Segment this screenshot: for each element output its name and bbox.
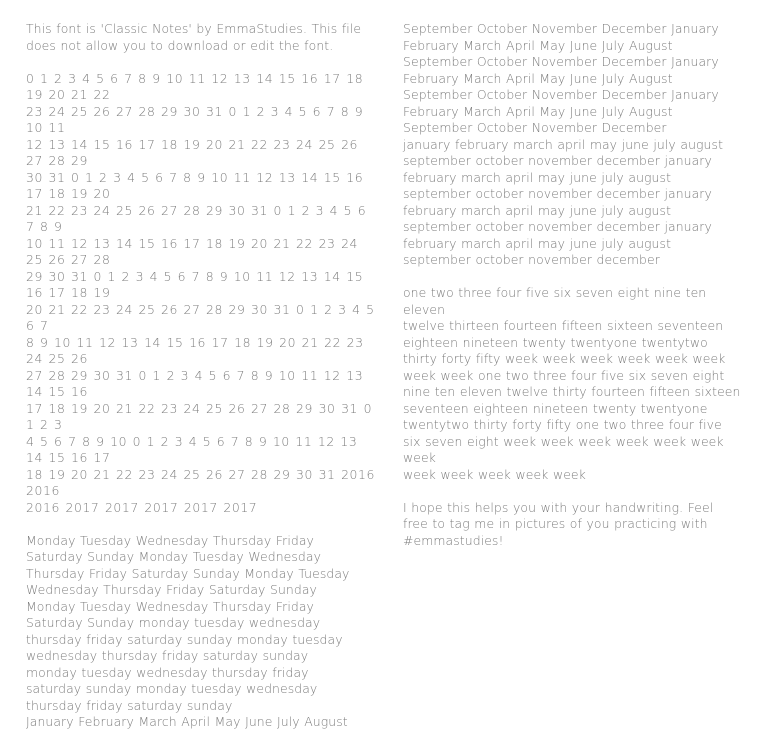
- month-practice-text: September October November December January February March April May June July August September October November December January February March April May June July August September October November December January February March April May June July August September October November December january february march april may june july august september october november december january february march april may june july august september october november december january february march april may june july august september october november december january february march april may june july august september october november december: [403, 21, 724, 267]
- right-column: [403, 21, 748, 566]
- number-word-practice-text: one two three four five six seven eight nine ten eleven twelve thirteen fourteen fifteen sixteen seventeen eighteen nineteen twenty twentyone twentytwo thirty forty fifty week week week week week week week week one two three four five six seven eight nine ten eleven twelve thirty fourteen fifteen sixteen seventeen eighteen nineteen twenty twentyone twentytwo thirty forty fifty one two three four five six seven eight week week week week week week week week week week week week: [403, 285, 741, 482]
- number-practice-text: 0 1 2 3 4 5 6 7 8 9 10 11 12 13 14 15 16 17 18 19 20 21 22 23 24 25 26 27 28 29 30 31 0 1 2 3 4 5 6 7 8 9 10 11 12 13 14 15 16 17 18 19 20 21 22 23 24 25 26 27 28 29 30 31 0 1 2 3 4 5 6 7 8 9 10 11 12 13 14 15 16 17 18 19 20 21 22 23 24 25 26 27 28 29 30 31 0 1 2 3 4 5 6 7 8 9 10 11 12 13 14 15 16 17 18 19 20 21 22 23 24 25 26 27 28 29 30 31 0 1 2 3 4 5 6 7 8 9 10 11 12 13 14 15 16 17 18 19 20 21 22 23 24 25 26 27 28 29 30 31 0 1 2 3 4 5 6 7 8 9 10 11 12 13 14 15 16 17 18 19 20 21 22 23 24 25 26 27 28 29 30 31 0 1 2 3 4 5 6 7 8 9 10 11 12 13 14 15 16 17 18 19 20 21 22 23 24 25 26 27 28 29 30 31 0 1 2 3 4 5 6 7 8 9 10 0 1 2 3 4 5 6 7 8 9 10 11 12 13 14 15 16 17 18 19 20 21 22 23 24 25 26 27 28 29 30 31 2016 2016 2016 2017 2017 2017 2017 2017: [26, 70, 376, 515]
- closing-note: I hope this helps you with your handwriting. Feel free to tag me in pictures of you practicing with #emmastudies!: [403, 499, 714, 548]
- left-column: [26, 21, 376, 747]
- weekday-practice-text: Monday Tuesday Wednesday Thursday Friday Saturday Sunday Monday Tuesday Wednesday Thursday Friday Saturday Sunday Monday Tuesday Wednesday Thursday Friday Saturday Sunday Monday Tuesday Wednesday Thursday Friday Saturday Sunday monday tuesday wednesday thursday friday saturday sunday monday tuesday wednesday thursday friday saturday sunday monday tuesday wednesday thursday friday saturday sunday monday tuesday wednesday thursday friday saturday sunday January February March April May June July August: [26, 532, 350, 729]
- intro-text: This font is 'Classic Notes' by EmmaStudies. This file does not allow you to download or edit the font.: [26, 21, 362, 53]
